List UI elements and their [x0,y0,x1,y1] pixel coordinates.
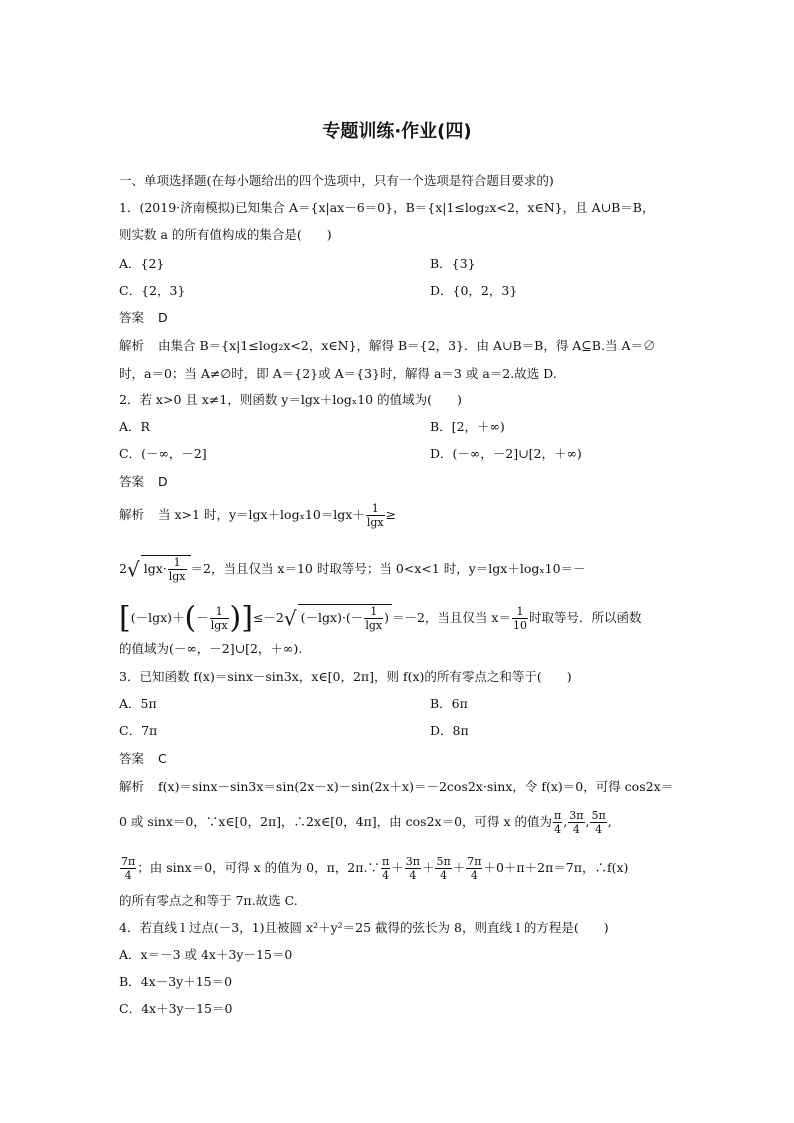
fraction: $\frac{\pi}{4}$ [554,809,562,836]
q2-explanation-line2: 2√ lgx· $\frac{1}{\lg x}$ ＝2，当且仅当 x＝10 时取等号；当 0<x<1 时，y＝lgx＋logₓ10＝－ [119,556,586,583]
q1-option-d: D．{0，2，3} [430,283,518,298]
q2-stem-line1: 2．若 x>0 且 x≠1，则函数 y＝lgx＋logₓ10 的值域为( ) [119,392,462,407]
explanation-text: ；由 sinx＝0，可得 x 的值为 0，π，2π.∵ [137,860,380,875]
q3-option-b: B．6π [430,696,468,711]
q1-option-c: C．{2，3} [119,283,186,298]
fraction: $\frac{1}{\lg x}$ [366,502,384,529]
q1-option-a: A．{2} [119,256,165,271]
q3-explanation-line1 [119,779,673,795]
explanation-label: 解析 [119,779,145,794]
fraction: $\frac{1}{\lg x}$ [168,556,186,583]
q3-option-d: D．8π [430,723,469,738]
q1-stem-line1: 1．(2019·济南模拟)已知集合 A＝{x|ax－6＝0}，B＝{x|1≤log₂x<2，x∈N}，且 A∪B＝B， [119,200,655,215]
q3-explanation-line3: $\frac{7\pi}{4}$ ；由 sinx＝0，可得 x 的值为 0，π，2π.∵ $\frac{\pi}{4}$ ＋ $\frac{3\pi}{4}$ ＋ $\frac{5\pi}{4}$ ＋ $\frac{7\pi}{4}$ ＋0＋π＋2π＝7π，∴f(x) [121,855,629,882]
answer-label: 答案 [119,474,145,489]
q2-option-a: A．R [119,419,150,434]
q3-option-a: A．5π [119,696,157,711]
explanation-label: 解析 [119,507,145,522]
section-heading: 一、单项选择题(在每小题给出的四个选项中，只有一个选项是符合题目要求的) [119,173,554,188]
q1-option-b: B．{3} [430,256,476,271]
q4-option-b: B．4x－3y＋15＝0 [119,974,233,989]
q4-stem-line1: 4．若直线 l 过点(－3，1)且被圆 x²＋y²＝25 截得的弦长为 8，则直线 l 的方程是( ) [119,920,609,935]
answer-value: C [158,751,167,766]
q3-explanation-line4: 的所有零点之和等于 7π.故选 C. [119,893,298,908]
square-root: lgx· $\frac{1}{\lg x}$ [141,555,191,583]
fraction: $\frac{5\pi}{4}$ [436,855,451,882]
q1-stem-line2: 则实数 a 的所有值构成的集合是( ) [119,227,332,242]
q3-stem-line1: 3．已知函数 f(x)＝sinx－sin3x，x∈[0，2π]，则 f(x)的所有零点之和等于( ) [119,669,572,684]
explanation-text: 0 或 sinx＝0，∵x∈[0，2π]，∴2x∈[0，4π]，由 cos2x＝0，可得 x 的值为 [119,814,553,829]
explanation-text: 由集合 B＝{x|1≤log₂x<2，x∈N}，解得 B＝{2，3}．由 A∪B＝B，得 A⊆B.当 A＝∅ [158,338,656,353]
explanation-text: 当 x>1 时，y＝lgx＋logₓ10＝lgx＋ [158,507,365,522]
q2-explanation-line4: 的值域为(－∞，－2]∪[2，＋∞). [119,641,303,656]
q2-option-c: C．(－∞，－2] [119,446,207,461]
q2-option-b: B．[2，＋∞) [430,419,505,434]
q1-explanation-line1 [119,338,655,354]
q2-option-d: D．(－∞，－2]∪[2，＋∞) [430,446,582,461]
fraction: $\frac{5\pi}{4}$ [591,809,606,836]
q1-explanation-line2: 时，a＝0；当 A≠∅时，即 A＝{2}或 A＝{3}时，解得 a＝3 或 a＝2.故选 D. [119,366,557,381]
fraction: $\frac{1}{\lg x}$ [365,605,383,632]
fraction: $\frac{1}{10}$ [512,605,527,632]
fraction: $\frac{7\pi}{4}$ [121,855,136,882]
explanation-text: ≥ [385,507,397,522]
explanation-text: ＝2，当且仅当 x＝10 时取等号；当 0<x<1 时，y＝lgx＋logₓ10＝－ [190,561,586,576]
q2-explanation-line3: [(－lgx)＋(－ $\frac{1}{\lg x}$ )]≤－2√ (－lgx)·(－ $\frac{1}{\lg x}$ ) ＝－2，当且仅当 x＝ $\frac{1}{10}$ 时取等号．所以函数 [119,600,642,636]
answer-label: 答案 [119,751,145,766]
fraction: $\frac{7\pi}{4}$ [467,855,482,882]
q3-answer [119,751,167,767]
fraction: $\frac{1}{\lg x}$ [210,605,228,632]
q3-option-c: C．7π [119,723,158,738]
q1-answer [119,310,168,326]
q3-explanation-line2: 0 或 sinx＝0，∵x∈[0，2π]，∴2x∈[0，4π]，由 cos2x＝0，可得 x 的值为 $\frac{\pi}{4}$ , $\frac{3\pi}{4}$ , $\frac{5\pi}{4}$ , [119,809,612,836]
answer-value: D [158,310,168,325]
q2-answer [119,474,168,490]
fraction: $\frac{\pi}{4}$ [381,855,390,882]
fraction: $\frac{3\pi}{4}$ [405,855,420,882]
fraction: $\frac{3\pi}{4}$ [569,809,584,836]
explanation-text: f(x)＝sinx－sin3x＝sin(2x－x)－sin(2x＋x)＝－2cos2x·sinx，令 f(x)＝0，可得 cos2x＝ [158,779,674,794]
explanation-label: 解析 [119,338,145,353]
q4-option-c: C．4x＋3y－15＝0 [119,1001,233,1016]
q4-option-a: A．x＝－3 或 4x＋3y－15＝0 [119,947,293,962]
page-title: 专题训练·作业(四) [322,121,472,142]
explanation-text: ＋0＋π＋2π＝7π，∴f(x) [483,860,629,875]
q2-explanation-line1 [119,502,396,529]
answer-value: D [158,474,168,489]
answer-label: 答案 [119,310,145,325]
square-root: (－lgx)·(－ $\frac{1}{\lg x}$ ) [298,604,392,632]
